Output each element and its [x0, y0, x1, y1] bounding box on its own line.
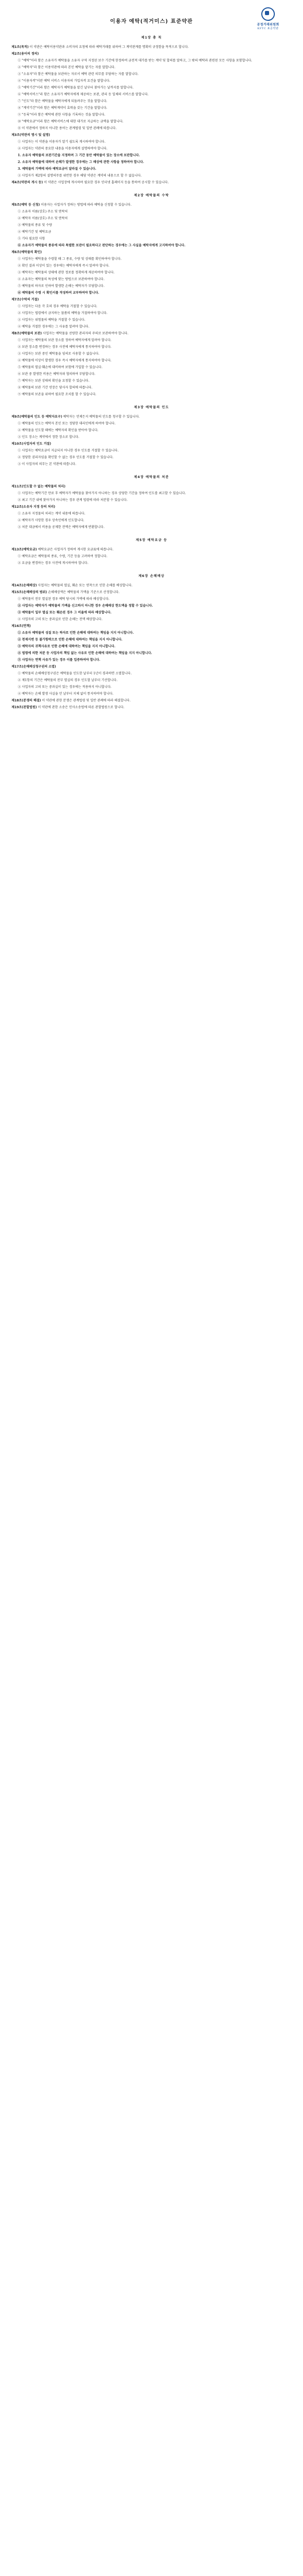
clause-item: ⑪ 이 약관에서 정하지 아니한 용어는 관계법령 및 일반 관례에 따릅니다. [18, 127, 117, 130]
clause-item: ④ 소유자는 예탁물의 특성에 맞는 방법으로 보관하여야 합니다. [18, 278, 105, 281]
clause-item: ① 사업자는 예탁요금이 지급되지 아니한 경우 인도를 거절할 수 있습니다. [18, 449, 119, 453]
clause-item: ③ 사업자의 고의 또는 중과실이 있는 경우에는 적용하지 아니합니다. [18, 685, 112, 689]
clause-item: ① 소유자 이름(상호) 주소 및 연락처 [18, 210, 68, 213]
article-title: 제7조(수탁의 거절) [11, 298, 39, 301]
clause-item: ① 예탁요금은 예탁물의 종류, 수량, 기간 등을 고려하여 정합니다. [18, 555, 107, 558]
clause-item: ⑦ "인도"라 함은 예탁물을 예탁자에게 되돌려주는 것을 말합니다. [18, 99, 107, 103]
clause-item: ⑤ 예탁물의 멸실·훼손에 대비하여 보험에 가입할 수 있습니다. [18, 366, 103, 369]
article [11, 45, 292, 50]
clause-item: ⑨ "등록"이라 함은 예탁에 관한 사항을 기록하는 것을 말합니다. [18, 113, 105, 117]
clause-item: ① 사업자는 예탁기간 만료 후 예탁자가 예탁물을 찾아가지 아니하는 경우 상당한 기간을 정하여 인도를 최고할 수 있습니다. [18, 492, 186, 495]
article-title: 제5조(예탁 등 신청) [11, 203, 40, 207]
document-page [11, 7, 292, 712]
clause-item: ② 확인 결과 이상이 있는 경우에는 예탁자에게 즉시 알려야 합니다. [18, 264, 110, 268]
clause-item: ④ 예탁을 거절한 경우에는 그 사유를 알려야 합니다. [18, 325, 90, 329]
article [11, 331, 292, 336]
article-title: 제10조(사업자의 인도 거절) [11, 442, 51, 446]
clause-item: ④ 예탁물에 이상이 발생한 경우 즉시 예탁자에게 통지하여야 합니다. [18, 359, 112, 362]
clause-item: ② 예탁물을 인도할 때에는 예탁자의 확인을 받아야 합니다. [18, 429, 99, 432]
clause-item: ⑤ "예탁기간"이라 함은 예탁자가 예탁물을 맡긴 날부터 찾아가는 날까지를 말합니다. [18, 86, 134, 90]
clause-item: 1. 소유자 예탁물의 보관기간을 지정하며 그 기간 동안 예탁물이 있는 장소에 보관합니다. [18, 154, 140, 157]
clause-item: ④ "이용자격"이란 예탁 서비스 이용자의 가입자격 요건을 말합니다. [18, 79, 111, 83]
chapter-heading: 제1장 총 칙 [141, 36, 162, 40]
clause-item: ⑧ 예탁물의 보관 기간 연장은 당사자 합의에 따릅니다. [18, 386, 92, 389]
clause-item: ⑥ "예탁서비스"라 함은 소유자가 예탁자에게 제공하는 보관, 관리 등 일체의 서비스를 말합니다. [18, 93, 149, 96]
clause-item: ③ 예탁자의 귀책사유로 인한 손해에 대하여는 책임을 지지 아니합니다. [18, 645, 116, 648]
article-title: 제8조(예탁물의 보관) [11, 332, 42, 335]
article [11, 133, 292, 138]
clause-item: ② 예탁자 이름(상호) 주소 및 연락처 [18, 217, 68, 220]
article [11, 52, 292, 57]
clause-item: ③ 예탁자는 예탁물의 상태에 관한 정보를 정확하게 제공하여야 합니다. [18, 271, 115, 274]
article-text: 이 약관은 사업장에 게시하며 필요한 경우 인터넷 홈페이지 등을 통하여 공시할 수 있습니다. [44, 181, 169, 184]
article-title: 제17조(손해배상청구권의 소멸) [11, 665, 56, 669]
article [11, 180, 292, 185]
clause-item: ⑥ 보관 중 발생한 비용은 예탁자와 협의하여 부담합니다. [18, 372, 95, 376]
article [11, 250, 292, 255]
clause-item: ③ 사업자는 보관 중인 예탁물을 임의로 사용할 수 없습니다. [18, 352, 100, 356]
article-title: 제2조(용어의 정의) [11, 52, 39, 56]
article [11, 414, 292, 420]
clause-item: ① 사업자는 예탁물의 보관 장소를 정하여 예탁자에게 알려야 합니다. [18, 338, 112, 342]
article [11, 484, 292, 489]
article-text: 이용자는 사업자가 정하는 방법에 따라 예탁을 신청할 수 있습니다. [41, 203, 132, 207]
article-title: 제18조(분쟁의 해결) [11, 699, 41, 702]
clause-item: ③ 인도 장소는 계약에서 정한 장소로 합니다. [18, 435, 79, 439]
clause-item: ① 사업자는 예탁물을 수령할 때 그 종류, 수량 및 상태를 확인하여야 합니다. [18, 257, 122, 261]
clause-item: ④ 예탁기간 및 예탁요금 [18, 230, 51, 234]
article-title: 제19조(관할법원) [11, 706, 37, 709]
clause-item: ② 사업자는 법령에서 금지하는 물품의 예탁을 거절하여야 합니다. [18, 311, 107, 315]
article-text: 이 약관에 관한 소송은 민사소송법에 따른 관할법원으로 합니다. [38, 706, 125, 709]
clause-item: ⑨ 예탁물의 보존을 위하여 필요한 조치를 할 수 있습니다. [18, 393, 96, 396]
clause-item: ① 예탁물이 전부 멸실된 경우 예탁 당시의 가액에 따라 배상합니다. [18, 597, 110, 601]
document-body [11, 35, 292, 710]
article [11, 664, 292, 670]
clause-item: ② 천재지변 등 불가항력으로 인한 손해에 대하여는 책임을 지지 아니합니다. [18, 638, 123, 642]
clause-item: ③ 사업자는 위험물의 예탁을 거절할 수 있습니다. [18, 318, 86, 322]
clause-item: ⑥ 예탁물의 수령 시 확인서를 작성하여 교부하여야 합니다. [18, 291, 100, 295]
clause-item: ③ 예탁물의 종류 및 수량 [18, 223, 52, 227]
clause-item: 2. 소유자 예탁물에 대하여 손해가 발생한 경우에는 그 배상에 관한 사항을 정하여야 합니다. [18, 160, 144, 164]
article-title: 제11조(인도할 수 없는 예탁물의 처리) [11, 485, 66, 488]
article-title: 제16조(면책) [11, 624, 31, 628]
article-title: 제15조(손해배상의 범위) [11, 590, 47, 594]
clause-item: ⑧ "계약기간"이라 함은 예탁계약이 효력을 갖는 기간을 말합니다. [18, 106, 107, 110]
article [11, 297, 292, 303]
article-text: 사업자는 예탁물을 선량한 관리자의 주의로 보관하여야 합니다. [43, 332, 129, 335]
article-text: 이 약관에 관한 분쟁은 관계법령 및 일반 관례에 따라 해결합니다. [42, 699, 131, 702]
article-title: 제13조(예탁요금) [11, 548, 37, 551]
article-title: 제4조(약관의 게시 등) [11, 181, 43, 184]
clause-item: ② 보관 장소를 변경하는 경우 사전에 예탁자에게 통지하여야 합니다. [18, 345, 112, 349]
article-title: 제3조(약관의 명시 및 설명) [11, 133, 50, 137]
article-title: 제9조(예탁물의 인도 등 예탁자요구) [11, 415, 63, 419]
clause-item: ② 예탁자가 사망한 경우 상속인에게 인도합니다. [18, 519, 84, 522]
article [11, 442, 292, 447]
clause-item: ① 사업자는 다음 각 호의 경우 예탁을 거절할 수 있습니다. [18, 305, 98, 308]
clause-item: ② "예탁자"라 함은 이용약관에 따라 본인 예탁을 맡기는 자를 말합니다. [18, 66, 116, 69]
clause-item: ① "예탁"이라 함은 소유자가 예탁물을 소유자 구역 지정된 보수 기간에 한정하여 금전적 대가를 받는 계약 및 합의를 말하고, 그 밖의 예탁과 관련된 모든 사항을 포함합니다. [18, 59, 252, 62]
clause-item: ③ 사업자가 제2항의 설명의무를 위반한 경우 해당 약관은 계약의 내용으로 할 수 없습니다. [18, 174, 142, 178]
chapter-heading: 제2장 예탁물의 수탁 [134, 194, 169, 197]
clause-item: ④ 예탁자는 손해 발생 사실을 안 날부터 지체 없이 통지하여야 합니다. [18, 692, 114, 696]
chapter-heading: 제4장 예탁물의 처분 [134, 475, 169, 479]
article-text: 예탁자는 언제든지 예탁물의 인도를 청구할 수 있습니다. [63, 415, 140, 419]
clause-item: ⑤ 기타 필요한 사항 [18, 237, 45, 241]
clause-item: ② 사업자는 약관의 중요한 내용을 이용자에게 설명하여야 합니다. [18, 147, 107, 150]
clause-item: ② 최고 기간 내에 찾아가지 아니하는 경우 관계 법령에 따라 처분할 수 있습니다. [18, 498, 128, 502]
clause-item: ③ "소유자"라 함은 예탁물을 보관하는 자로서 예탁 관련 의무를 부담하는 자를 말합니다. [18, 72, 139, 76]
article-text: 손해배상액은 예탁물의 가액을 기준으로 산정합니다. [48, 590, 120, 594]
article [11, 583, 292, 588]
article [11, 505, 292, 510]
logo-line1: 공정거래위원회 [257, 23, 280, 27]
clause-item: ① 예탁물의 인도는 예탁자 본인 또는 정당한 대리인에게 하여야 합니다. [18, 422, 116, 425]
article [11, 547, 292, 552]
article-text: 이 약관은 예탁이용약관과 소비자의 요청에 따라 예탁거래를 위하여 그 계약관계를 명확히 규정함을 목적으로 합니다. [29, 45, 189, 49]
article [11, 590, 292, 595]
chapter-heading: 제5장 예탁요금 등 [136, 538, 167, 542]
logo-line2: KFTC 표준약관 [257, 27, 279, 30]
clause-item: ① 예탁물의 손해배상청구권은 예탁물을 인도한 날부터 1년이 경과하면 소멸합니다. [18, 672, 132, 675]
clause-item: ③ 처분 대금에서 비용을 공제한 잔액은 예탁자에게 반환합니다. [18, 525, 105, 529]
article-text: 사업자는 예탁물의 멸실, 훼손 또는 연착으로 인한 손해를 배상합니다. [38, 584, 132, 587]
article [11, 624, 292, 629]
clause-item: ② 제1항의 기간은 예탁물의 전부 멸실의 경우 인도할 날부터 기산합니다. [18, 678, 118, 682]
clause-item: ④ 법령에 의한 처분 등 사업자의 책임 없는 사유로 인한 손해에 대하여는 책임을 지지 아니합니다. [18, 651, 152, 655]
article-text: 예탁요금은 사업자가 정하여 게시한 요금표에 따릅니다. [38, 548, 114, 551]
article [11, 203, 292, 208]
clause-item: ⑤ 사업자는 면책 사유가 있는 경우 이를 입증하여야 합니다. [18, 658, 101, 662]
clause-item: 3. 예탁물의 가액에 따라 예탁요금이 달라질 수 있습니다. [18, 167, 96, 171]
clause-item: ② 정당한 권리자임을 확인할 수 없는 경우 인도를 거절할 수 있습니다. [18, 456, 114, 459]
clause-item: ② 요금을 변경하는 경우 사전에 게시하여야 합니다. [18, 561, 89, 565]
clause-item: ⑩ "예탁요금"이라 함은 예탁서비스에 대한 대가로 지급하는 금액을 말합니다. [18, 120, 124, 123]
document-title: 이용자 예탁(적거미스) 표준약관 [110, 19, 193, 24]
clause-item: ③ 이 사업자의 의무는 본 약관에 따릅니다. [18, 462, 77, 466]
clause-item: ⑤ 예탁물의 하자로 인하여 발생한 손해는 예탁자가 부담합니다. [18, 284, 105, 288]
chapter-heading: 제3장 예탁물의 인도 [134, 406, 169, 409]
clause-item: ④ 사업자의 고의 또는 중과실로 인한 손해는 전액 배상합니다. [18, 618, 103, 621]
article-title: 제14조(손해배상) [11, 584, 37, 587]
clause-item: ① 소유자 예탁물의 성질 또는 하자로 인한 손해에 대하여는 책임을 지지 아니합니다. [18, 631, 134, 635]
clause-item: ③ 예탁물이 일부 멸실 또는 훼손된 경우 그 비율에 따라 배상합니다. [18, 611, 112, 614]
clause-item: ① 소유자 지정물의 처리는 계약 내용에 따릅니다. [18, 512, 86, 516]
article-title: 제6조(예탁물의 확인) [11, 250, 42, 254]
clause-item: ① 사업자는 이 약관을 이용자가 알기 쉽도록 게시하여야 합니다. [18, 140, 106, 144]
article [11, 698, 292, 703]
clause-item: ⑦ 예탁자는 보관 상태의 확인을 요청할 수 있습니다. [18, 379, 90, 383]
clause-item: ⑥ 소유자가 예탁물의 종류에 따라 특별한 보관이 필요하다고 판단하는 경우에는 그 사실을 예탁자에게 고지하여야 합니다. [18, 244, 186, 247]
article-title: 제1조(목적) [11, 45, 29, 49]
clause-item: ② 사업자는 예탁자가 예탁물의 가액을 신고하지 아니한 경우 손해배상 한도액을 정할 수 있습니다. [18, 604, 153, 608]
chapter-heading: 제6장 손해배상 [138, 574, 165, 578]
article-title: 제12조(소유자 지정 등의 처리) [11, 505, 55, 509]
article [11, 705, 292, 710]
